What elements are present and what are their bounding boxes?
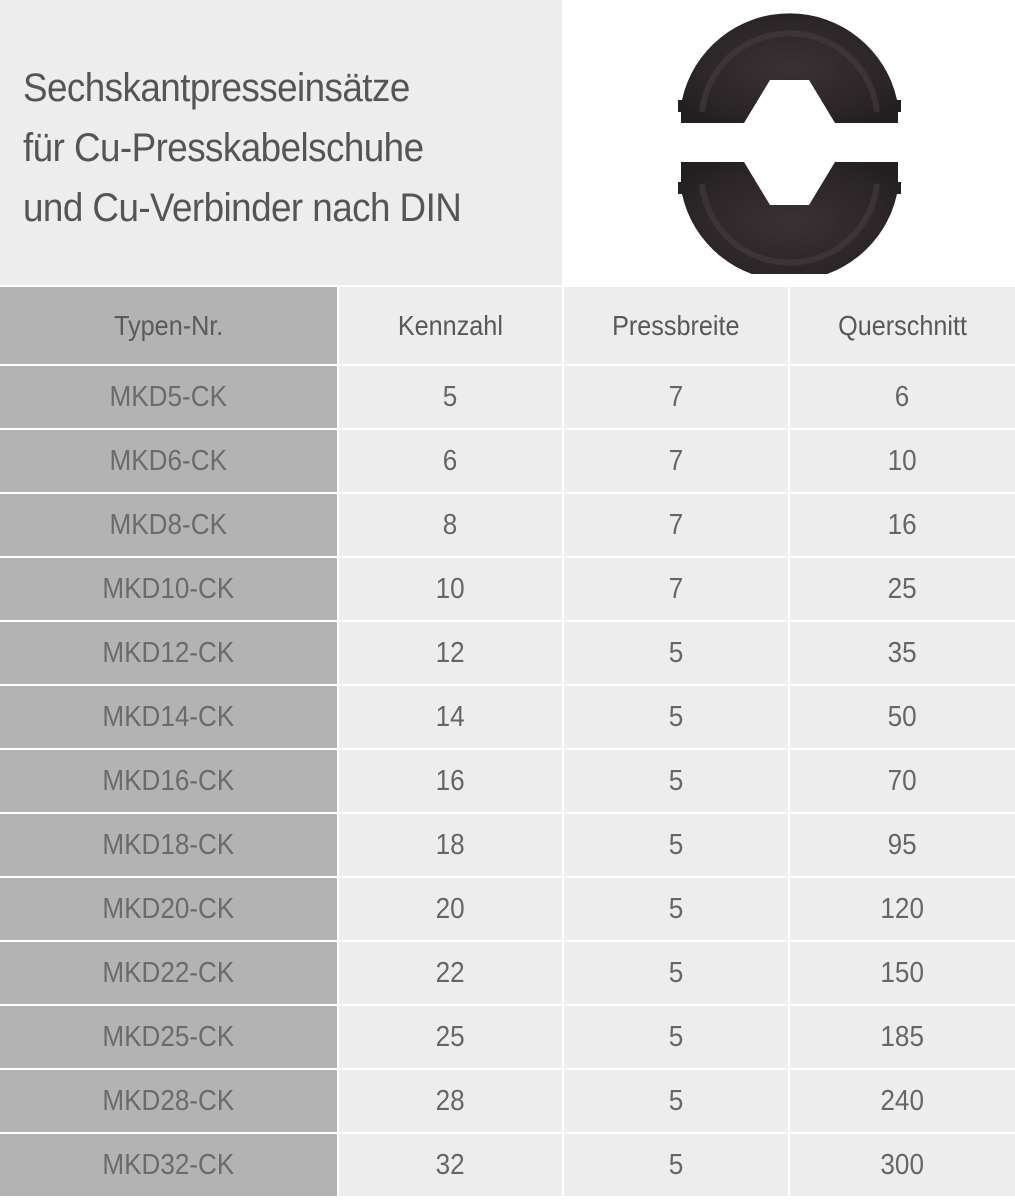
header-typen-nr: Typen-Nr. <box>0 287 337 364</box>
cell-kennzahl: 32 <box>339 1134 562 1196</box>
cell-querschnitt: 120 <box>790 878 1015 940</box>
cell-querschnitt: 185 <box>790 1006 1015 1068</box>
cell-typen-nr: MKD14-CK <box>0 686 337 748</box>
cell-pressbreite: 5 <box>564 878 788 940</box>
cell-typen-nr: MKD22-CK <box>0 942 337 1004</box>
cell-pressbreite: 7 <box>564 430 788 492</box>
table-row <box>0 366 1015 428</box>
cell-querschnitt: 50 <box>790 686 1015 748</box>
crimp-die-inserts-icon <box>672 12 907 274</box>
cell-pressbreite: 5 <box>564 686 788 748</box>
cell-typen-nr: MKD20-CK <box>0 878 337 940</box>
cell-querschnitt: 150 <box>790 942 1015 1004</box>
cell-kennzahl: 12 <box>339 622 562 684</box>
cell-querschnitt: 240 <box>790 1070 1015 1132</box>
table-row <box>0 558 1015 620</box>
table-row <box>0 878 1015 940</box>
cell-pressbreite: 5 <box>564 1070 788 1132</box>
cell-typen-nr: MKD6-CK <box>0 430 337 492</box>
spec-table <box>0 287 1015 1198</box>
title-line-2: für Cu-Presskabelschuhe <box>23 126 424 170</box>
table-row <box>0 1134 1015 1196</box>
cell-pressbreite: 5 <box>564 1006 788 1068</box>
cell-kennzahl: 16 <box>339 750 562 812</box>
header-kennzahl: Kennzahl <box>339 287 562 364</box>
cell-kennzahl: 22 <box>339 942 562 1004</box>
cell-pressbreite: 5 <box>564 1134 788 1196</box>
cell-typen-nr: MKD25-CK <box>0 1006 337 1068</box>
cell-kennzahl: 8 <box>339 494 562 556</box>
table-row <box>0 1006 1015 1068</box>
cell-querschnitt: 300 <box>790 1134 1015 1196</box>
cell-typen-nr: MKD28-CK <box>0 1070 337 1132</box>
table-header-row <box>0 287 1015 364</box>
table-row <box>0 942 1015 1004</box>
title-panel <box>0 0 562 285</box>
cell-typen-nr: MKD18-CK <box>0 814 337 876</box>
cell-querschnitt: 70 <box>790 750 1015 812</box>
cell-kennzahl: 18 <box>339 814 562 876</box>
table-row <box>0 750 1015 812</box>
header-querschnitt: Querschnitt <box>790 287 1015 364</box>
cell-typen-nr: MKD32-CK <box>0 1134 337 1196</box>
cell-querschnitt: 25 <box>790 558 1015 620</box>
cell-typen-nr: MKD5-CK <box>0 366 337 428</box>
cell-querschnitt: 10 <box>790 430 1015 492</box>
cell-kennzahl: 14 <box>339 686 562 748</box>
cell-pressbreite: 5 <box>564 814 788 876</box>
cell-pressbreite: 5 <box>564 622 788 684</box>
cell-typen-nr: MKD10-CK <box>0 558 337 620</box>
title-line-1: Sechskantpresseinsätze <box>23 66 410 110</box>
table-row <box>0 622 1015 684</box>
cell-querschnitt: 35 <box>790 622 1015 684</box>
cell-pressbreite: 5 <box>564 942 788 1004</box>
cell-kennzahl: 25 <box>339 1006 562 1068</box>
cell-pressbreite: 7 <box>564 494 788 556</box>
cell-pressbreite: 5 <box>564 750 788 812</box>
header-section <box>0 0 1015 285</box>
cell-kennzahl: 10 <box>339 558 562 620</box>
cell-kennzahl: 28 <box>339 1070 562 1132</box>
cell-kennzahl: 5 <box>339 366 562 428</box>
header-pressbreite: Pressbreite <box>564 287 788 364</box>
table-row <box>0 1070 1015 1132</box>
cell-pressbreite: 7 <box>564 558 788 620</box>
cell-pressbreite: 7 <box>564 366 788 428</box>
cell-typen-nr: MKD16-CK <box>0 750 337 812</box>
table-row <box>0 686 1015 748</box>
cell-querschnitt: 6 <box>790 366 1015 428</box>
cell-querschnitt: 16 <box>790 494 1015 556</box>
cell-typen-nr: MKD12-CK <box>0 622 337 684</box>
cell-kennzahl: 20 <box>339 878 562 940</box>
table-row <box>0 814 1015 876</box>
cell-typen-nr: MKD8-CK <box>0 494 337 556</box>
page-title <box>23 58 461 238</box>
cell-kennzahl: 6 <box>339 430 562 492</box>
table-row <box>0 430 1015 492</box>
cell-querschnitt: 95 <box>790 814 1015 876</box>
table-row <box>0 494 1015 556</box>
title-line-3: und Cu-Verbinder nach DIN <box>23 186 462 230</box>
